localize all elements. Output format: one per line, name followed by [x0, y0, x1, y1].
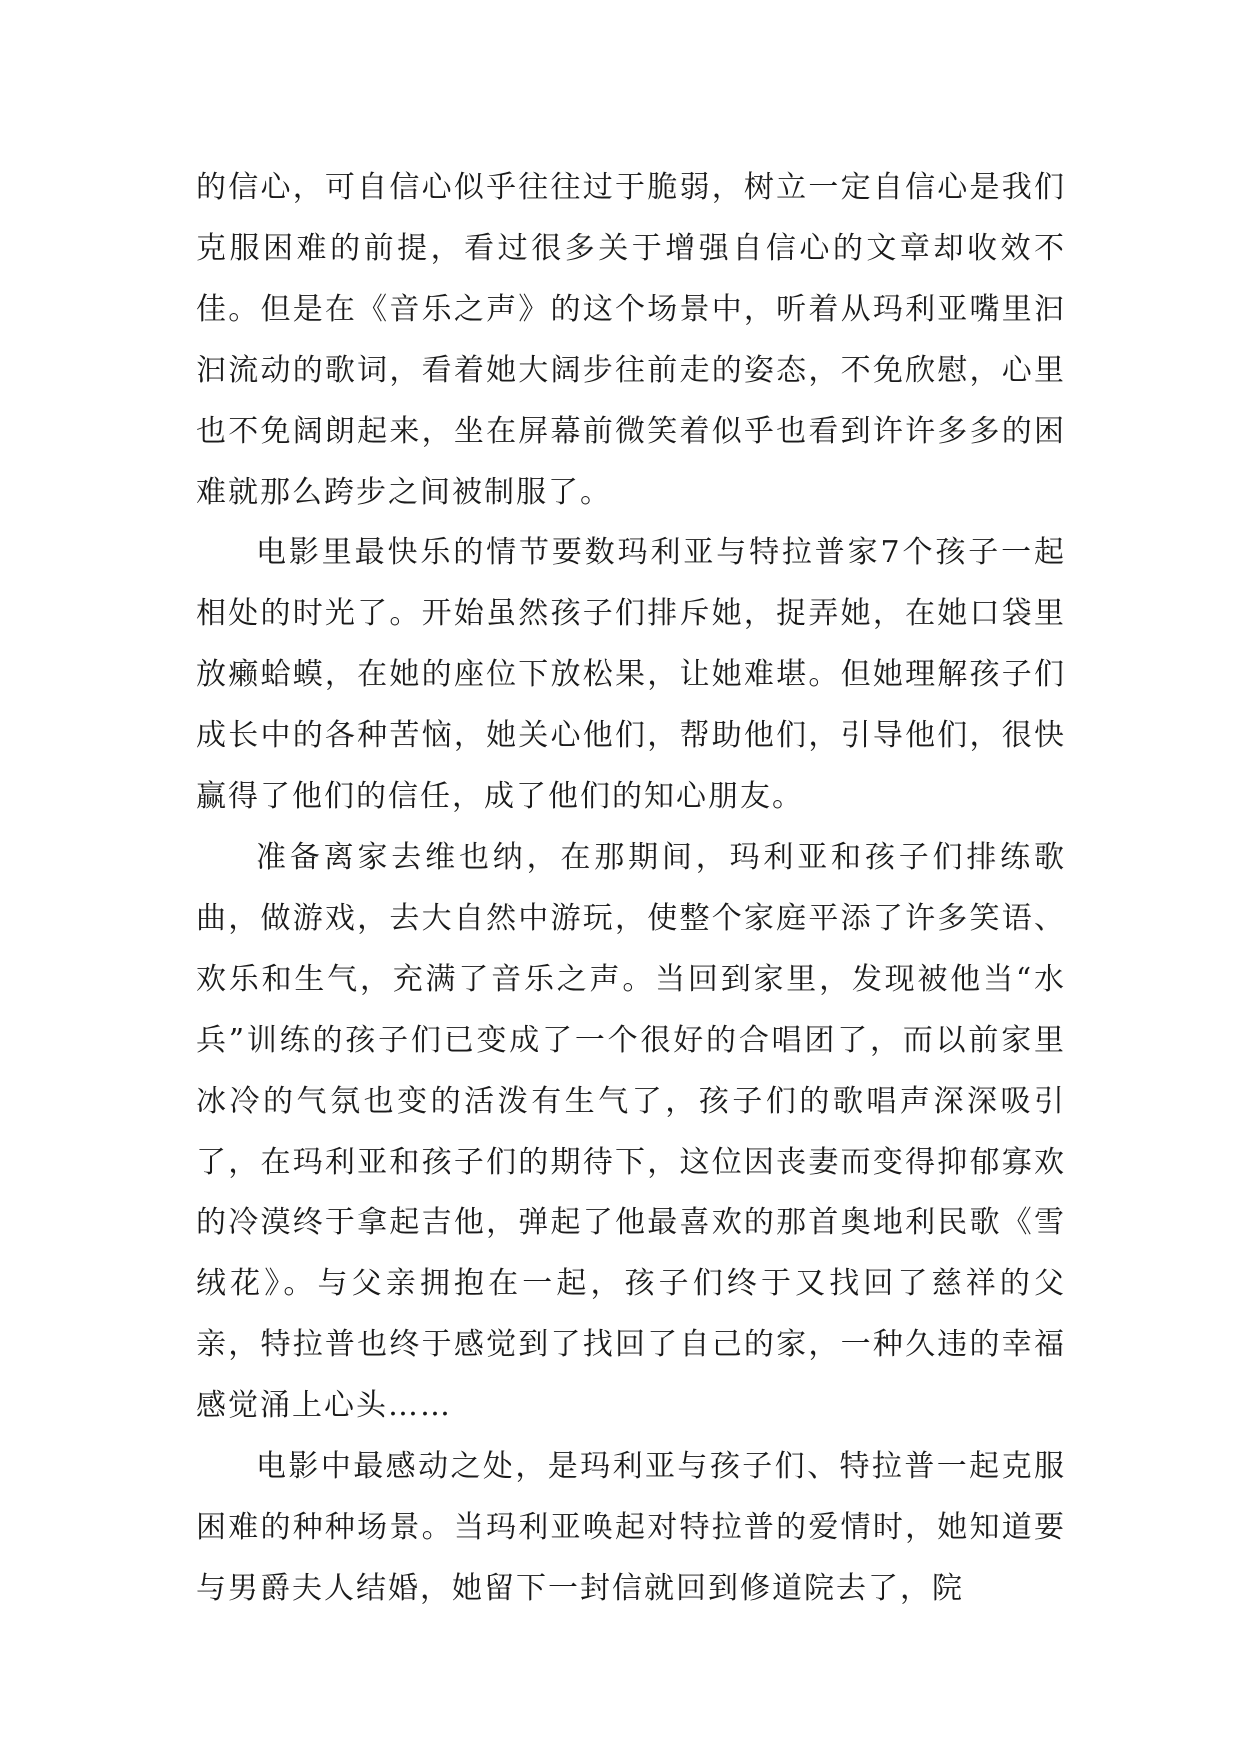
paragraph-moving-scenes: 电影中最感动之处，是玛利亚与孩子们、特拉普一起克服困难的种种场景。当玛利亚唤起对特拉普的爱情时，她知道要与男爵夫人结婚，她留下一封信就回到修道院去了，院	[196, 1449, 1066, 1606]
paragraph-continuation: 的信心，可自信心似乎往往过于脆弱，树立一定自信心是我们克服困难的前提，看过很多关于增强自信心的文章却收效不佳。但是在《音乐之声》的这个场景中，听着从玛利亚嘴里汩汩流动的歌词，看着她大阔步往前走的姿态，不免欣慰，心里也不免阔朗起来，坐在屏幕前微笑着似乎也看到许许多多的困难就那么跨步之间被制服了。	[196, 170, 1066, 510]
document-body	[196, 158, 1066, 1620]
paragraph-rehearsal: 准备离家去维也纳，在那期间，玛利亚和孩子们排练歌曲，做游戏，去大自然中游玩，使整个家庭平添了许多笑语、欢乐和生气，充满了音乐之声。当回到家里，发现被他当“水兵”训练的孩子们已变成了一个很好的合唱团了，而以前家里冰冷的气氛也变的活泼有生气了，孩子们的歌唱声深深吸引了，在玛利亚和孩子们的期待下，这位因丧妻而变得抑郁寡欢的冷漠终于拿起吉他，弹起了他最喜欢的那首奥地利民歌《雪绒花》。与父亲拥抱在一起，孩子们终于又找回了慈祥的父亲，特拉普也终于感觉到了找回了自己的家，一种久违的幸福感觉涌上心头……	[196, 839, 1066, 1424]
paragraph-happy-moments: 电影里最快乐的情节要数玛利亚与特拉普家7个孩子一起相处的时光了。开始虽然孩子们排斥她，捉弄她，在她口袋里放癞蛤蟆，在她的座位下放松果，让她难堪。但她理解孩子们成长中的各种苦恼，她关心他们，帮助他们，引导他们，很快赢得了他们的信任，成了他们的知心朋友。	[196, 535, 1066, 815]
